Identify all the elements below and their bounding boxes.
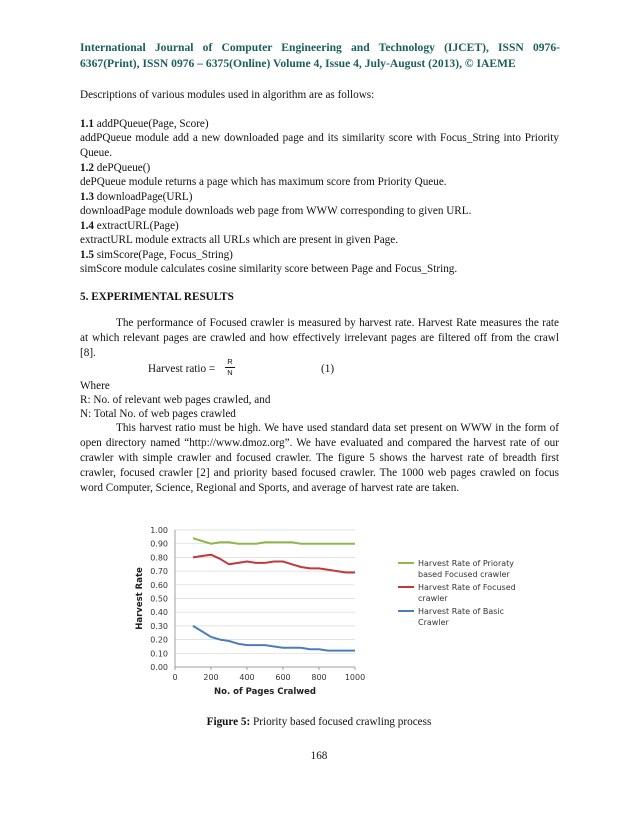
y-tick-label: 0.80 xyxy=(150,553,168,563)
equation-label: Harvest ratio = xyxy=(148,363,216,375)
module-1-name: addPQueue(Page, Score) xyxy=(96,118,209,130)
definition-r: R: No. of relevant web pages crawled, and xyxy=(80,394,271,406)
x-tick-label: 200 xyxy=(203,673,219,682)
y-tick-label: 0.20 xyxy=(150,635,168,645)
module-4-number: 1.4 xyxy=(80,220,94,232)
series-line-1 xyxy=(193,538,355,544)
page-number: 168 xyxy=(310,750,328,762)
y-tick-label: 1.00 xyxy=(150,526,168,535)
y-tick-label: 0.50 xyxy=(150,594,168,604)
equation-numerator: R xyxy=(227,357,233,366)
x-tick-label: 800 xyxy=(311,673,327,682)
module-4-name: extractURL(Page) xyxy=(96,220,179,232)
module-1-number: 1.1 xyxy=(80,118,94,130)
module-5-desc: simScore module calculates cosine similarity score between Page and Focus_String. xyxy=(80,263,458,275)
x-tick-label: 1000 xyxy=(344,673,366,682)
module-4-desc: extractURL module extracts all URLs which are present in given Page. xyxy=(80,234,399,246)
x-tick-label: 0 xyxy=(172,673,178,682)
module-3-number: 1.3 xyxy=(80,191,94,203)
section-heading: 5. EXPERIMENTAL RESULTS xyxy=(80,291,234,303)
module-3-desc: downloadPage module downloads web page from WWW corresponding to given URL. xyxy=(80,205,472,217)
legend-label-3: Crawler xyxy=(418,618,449,627)
journal-header: International Journal of Computer Engineering and Technology (IJCET), ISSN 0976-6367(Print), ISSN 0976 – 6375(Online) Volume 4, Issue 4, July-August (2013), © IAEME xyxy=(80,41,560,70)
module-5-number: 1.5 xyxy=(80,249,94,261)
equation-number: (1) xyxy=(321,363,335,375)
y-tick-label: 0.40 xyxy=(150,608,168,618)
y-tick-label: 0.70 xyxy=(150,567,168,577)
chart-svg xyxy=(130,520,520,705)
x-tick-label: 600 xyxy=(275,673,291,682)
harvest-rate-chart xyxy=(130,520,520,705)
module-1-desc: addPQueue module add a new downloaded page and its similarity score with Focus_String into Priority Queue. xyxy=(80,132,559,159)
legend-label-3: Harvest Rate of Basic xyxy=(418,607,505,616)
equation-denominator: N xyxy=(227,368,233,377)
legend-label-2: crawler xyxy=(418,594,448,603)
section-para-2: This harvest ratio must be high. We have used standard data set present on WWW in the form of open directory named “http://www.dmoz.org”. We have evaluated and compared the harvest rate of our crawler with simple crawler and focused crawler. The figure 5 shows the harvest rate of breadth first crawler, focused crawler [2] and priority based focused crawler. The 1000 web pages crawled on focus word Computer, Science, Regional and Sports, and average of harvest rate are taken. xyxy=(80,422,559,494)
y-tick-label: 0.30 xyxy=(150,621,168,631)
y-axis-label: Harvest Rate xyxy=(135,567,145,630)
equation-fraction xyxy=(225,358,235,377)
module-4-title xyxy=(80,219,559,234)
y-tick-label: 0.00 xyxy=(150,663,168,672)
definition-n: N: Total No. of web pages crawled xyxy=(80,408,236,420)
module-5-title xyxy=(80,248,559,263)
legend-label-2: Harvest Rate of Focused xyxy=(418,583,516,592)
y-tick-label: 0.90 xyxy=(150,539,168,549)
module-5-name: simScore(Page, Focus_String) xyxy=(96,249,233,261)
legend-label-1: based Focused crawler xyxy=(418,570,510,579)
module-2-number: 1.2 xyxy=(80,162,94,174)
x-axis-label: No. of Pages Cralwed xyxy=(213,687,317,697)
y-tick-label: 0.60 xyxy=(150,580,168,590)
modules-intro: Descriptions of various modules used in algorithm are as follows: xyxy=(80,89,375,101)
legend-label-1: Harvest Rate of Prioraty xyxy=(418,559,515,568)
where-label: Where xyxy=(80,380,110,392)
x-tick-label: 400 xyxy=(239,673,255,682)
section-para-1: The performance of Focused crawler is measured by harvest rate. Harvest Rate measures the rate at which relevant pages are crawled and how effectively irrelevant pages are filtered off from the crawl [8]. xyxy=(80,317,559,359)
figure-caption-label: Figure 5: xyxy=(206,716,251,728)
figure-caption-text: Priority based focused crawling process xyxy=(253,716,432,728)
module-3-name: downloadPage(URL) xyxy=(96,191,193,203)
series-line-3 xyxy=(193,626,355,651)
module-2-name: dePQueue() xyxy=(96,162,151,174)
module-2-title xyxy=(80,161,559,176)
module-2-desc: dePQueue module returns a page which has maximum score from Priority Queue. xyxy=(80,176,447,188)
module-3-title xyxy=(80,190,559,205)
figure-caption xyxy=(0,716,638,728)
y-tick-label: 0.10 xyxy=(150,649,168,659)
module-1-title xyxy=(80,117,559,132)
